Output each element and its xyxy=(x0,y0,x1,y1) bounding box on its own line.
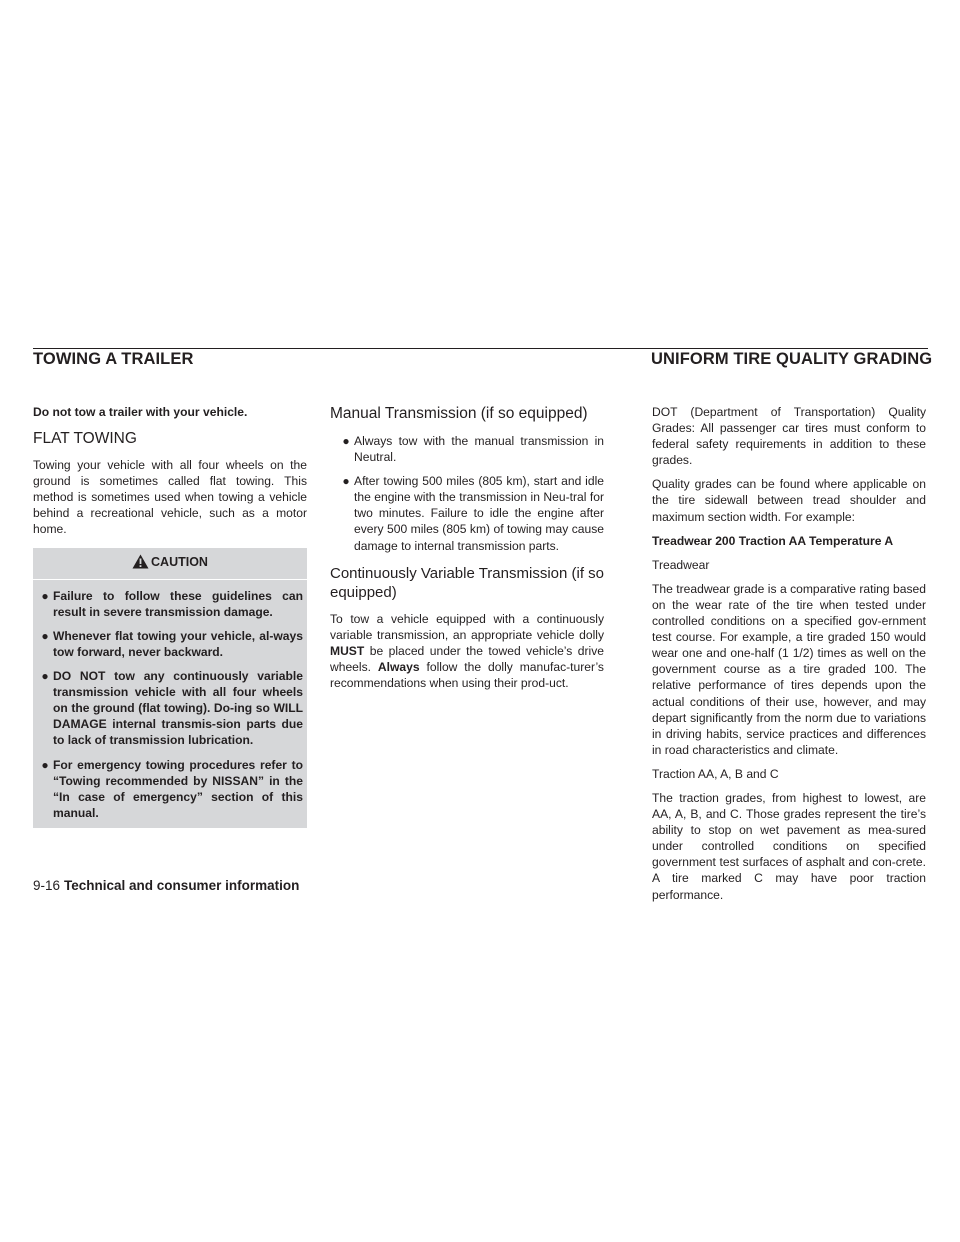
traction-label: Traction AA, A, B and C xyxy=(652,766,779,781)
manual-transmission-heading: Manual Transmission (if so equipped) xyxy=(330,405,588,422)
bullet-icon: ● xyxy=(41,588,49,603)
flat-towing-heading: FLAT TOWING xyxy=(33,430,137,448)
section-title-towing: TOWING A TRAILER xyxy=(33,350,194,368)
page-footer xyxy=(33,878,299,893)
caution-item: ● Whenever flat towing your vehicle, al-ways tow forward, never backward. xyxy=(33,628,307,660)
grade-location-text: Quality grades can be found where applicable on the tire sidewall between tread shoulder and maximum section width. For example: xyxy=(652,477,926,524)
bullet-icon: ● xyxy=(342,434,350,448)
caution-item: ● For emergency towing procedures refer to “Towing recommended by NISSAN” in the “In case of emergency” section of this manual. xyxy=(33,757,307,821)
bullet-icon: ● xyxy=(41,757,49,772)
section-title-tire-grading: UNIFORM TIRE QUALITY GRADING xyxy=(651,350,933,368)
treadwear-label: Treadwear xyxy=(652,557,710,572)
cvt-text: To tow a vehicle equipped with a continuously variable transmission, an appropriate vehicle dolly MUST be placed under the towed vehicle’s drive wheels. Always follow the dolly manufac-turer’s recommendations when using their prod-uct. xyxy=(330,611,604,691)
header-rule xyxy=(33,348,928,349)
caution-divider xyxy=(33,579,307,580)
chapter-title: Technical and consumer information xyxy=(64,878,300,893)
caution-item: ● DO NOT tow any continuously variable transmission vehicle with all four wheels on the ground (flat towing). Do-ing so WILL DAMAGE internal transmis-sion parts due to lack of transmission lubrication. xyxy=(33,668,307,748)
bullet-icon: ● xyxy=(342,474,350,489)
caution-item: ● Failure to follow these guidelines can result in severe transmission damage. xyxy=(33,588,307,620)
page-number: 9-16 xyxy=(33,878,61,893)
caution-box xyxy=(33,548,307,828)
bullet-icon: ● xyxy=(41,669,49,684)
manual-item: ● Always tow with the manual transmission in Neutral. xyxy=(330,433,604,465)
column-tire-grading xyxy=(652,404,926,911)
caution-header xyxy=(33,554,307,570)
column-transmission xyxy=(330,404,604,699)
traction-text: The traction grades, from highest to lowest, are AA, A, B, and C. Those grades represent the tire’s ability to stop on wet pavement as mea-sured under controlled conditions on specified government test surfaces of asphalt and con-crete. A tire marked C may have poor traction performance. xyxy=(652,790,926,902)
flat-towing-text: Towing your vehicle with all four wheels on the ground is sometimes called flat towing. This method is sometimes used when towing a vehicle behind a recreational vehicle, such as a motor home. xyxy=(33,458,307,537)
treadwear-text: The treadwear grade is a comparative rating based on the wear rate of the tire when tested under controlled conditions on a specified gov-ernment test course. For example, a tire graded 150 would wear one and one-half (1 1/2) times as well on the government course as a tire graded 100. The relative performance of tires depends upon the actual conditions of their use, however, and may depart significantly from the norm due to variations in driving habits, service practices and differences in road characteristics and climate. xyxy=(652,581,926,757)
dot-grades-text: DOT (Department of Transportation) Quality Grades: All passenger car tires must conform to federal safety requirements in addition to these grades. xyxy=(652,405,926,468)
grade-example: Treadwear 200 Traction AA Temperature A xyxy=(652,533,894,548)
caution-label: CAUTION xyxy=(151,554,208,569)
manual-item: ● After towing 500 miles (805 km), start and idle the engine with the transmission in Neu-tral for two minutes. Failure to idle the engine after every 500 miles (805 km) of towing may cause damage to internal transmission parts. xyxy=(330,473,604,553)
warning-triangle-icon xyxy=(132,554,149,569)
cvt-heading: Continuously Variable Transmission (if so equipped) xyxy=(330,564,605,601)
intro-warning: Do not tow a trailer with your vehicle. xyxy=(33,405,248,419)
column-towing xyxy=(33,404,307,828)
bullet-icon: ● xyxy=(41,628,49,643)
